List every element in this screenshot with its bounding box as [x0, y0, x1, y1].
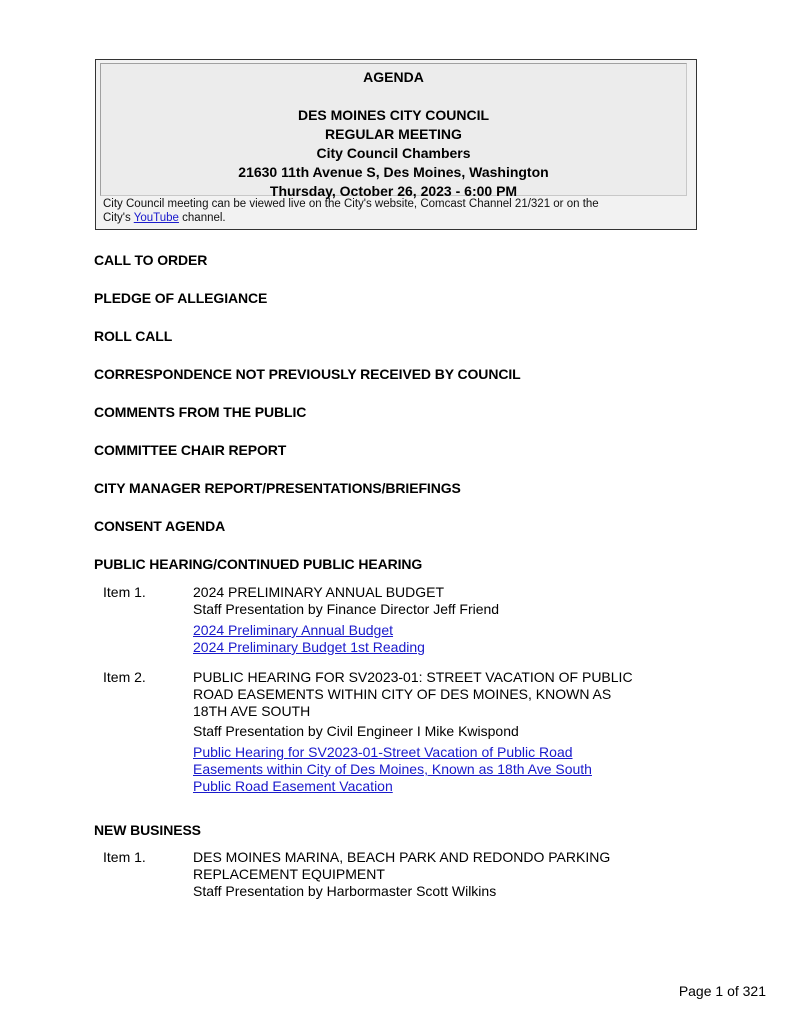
item-label: Item 2.	[103, 669, 146, 685]
street-vacation-link-cont[interactable]: Easements within City of Des Moines, Known as 18th Ave South	[193, 761, 592, 777]
street-vacation-link[interactable]: Public Hearing for SV2023-01-Street Vacation of Public Road	[193, 744, 573, 760]
section-committee-report: COMMITTEE CHAIR REPORT	[94, 442, 287, 458]
budget-first-reading-link[interactable]: 2024 Preliminary Budget 1st Reading	[193, 639, 425, 655]
item-title: 2024 PRELIMINARY ANNUAL BUDGET	[193, 584, 445, 600]
agenda-title: AGENDA	[363, 69, 424, 85]
item-presenter: Staff Presentation by Finance Director Jeff Friend	[193, 601, 500, 617]
item-label: Item 1.	[103, 849, 146, 865]
meeting-type: REGULAR MEETING	[325, 126, 462, 142]
section-call-to-order: CALL TO ORDER	[94, 252, 208, 268]
section-pledge: PLEDGE OF ALLEGIANCE	[94, 290, 268, 306]
youtube-link[interactable]: YouTube	[133, 212, 179, 224]
item-title-line: ROAD EASEMENTS WITHIN CITY OF DES MOINES, KNOWN AS	[193, 686, 612, 702]
section-public-comments: COMMENTS FROM THE PUBLIC	[94, 404, 307, 420]
viewing-note-suffix: channel.	[178, 212, 226, 224]
section-new-business: NEW BUSINESS	[94, 822, 201, 838]
header-title-block	[100, 63, 687, 199]
meeting-datetime: Thursday, October 26, 2023 - 6:00 PM	[269, 183, 518, 199]
viewing-note-prefix: City's	[103, 212, 134, 224]
section-correspondence: CORRESPONDENCE NOT PREVIOUSLY RECEIVED BY COUNCIL	[94, 366, 521, 382]
meeting-address: 21630 11th Avenue S, Des Moines, Washington	[238, 164, 549, 180]
item-presenter: Staff Presentation by Civil Engineer I Mike Kwispond	[193, 723, 519, 739]
agenda-header-box	[95, 59, 697, 230]
easement-vacation-link[interactable]: Public Road Easement Vacation	[193, 778, 393, 794]
budget-link[interactable]: 2024 Preliminary Annual Budget	[193, 622, 394, 638]
council-name: DES MOINES CITY COUNCIL	[297, 107, 490, 123]
item-title-line: 18TH AVE SOUTH	[193, 703, 311, 719]
item-title-line: DES MOINES MARINA, BEACH PARK AND REDONDO PARKING	[193, 849, 611, 865]
section-roll-call: ROLL CALL	[94, 328, 173, 344]
section-city-manager-report: CITY MANAGER REPORT/PRESENTATIONS/BRIEFINGS	[94, 480, 461, 496]
viewing-note	[103, 197, 676, 225]
item-label: Item 1.	[103, 584, 146, 600]
page-number: Page 1 of 321	[678, 983, 766, 999]
section-consent-agenda: CONSENT AGENDA	[94, 518, 226, 534]
item-title-line: REPLACEMENT EQUIPMENT	[193, 866, 385, 882]
section-public-hearing: PUBLIC HEARING/CONTINUED PUBLIC HEARING	[94, 556, 423, 572]
item-title-line: PUBLIC HEARING FOR SV2023-01: STREET VACATION OF PUBLIC	[193, 669, 633, 685]
item-presenter: Staff Presentation by Harbormaster Scott Wilkins	[193, 883, 497, 899]
meeting-location: City Council Chambers	[316, 145, 471, 161]
viewing-note-line1: City Council meeting can be viewed live on the City's website, Comcast Channel 21/321 or on the	[103, 198, 599, 210]
